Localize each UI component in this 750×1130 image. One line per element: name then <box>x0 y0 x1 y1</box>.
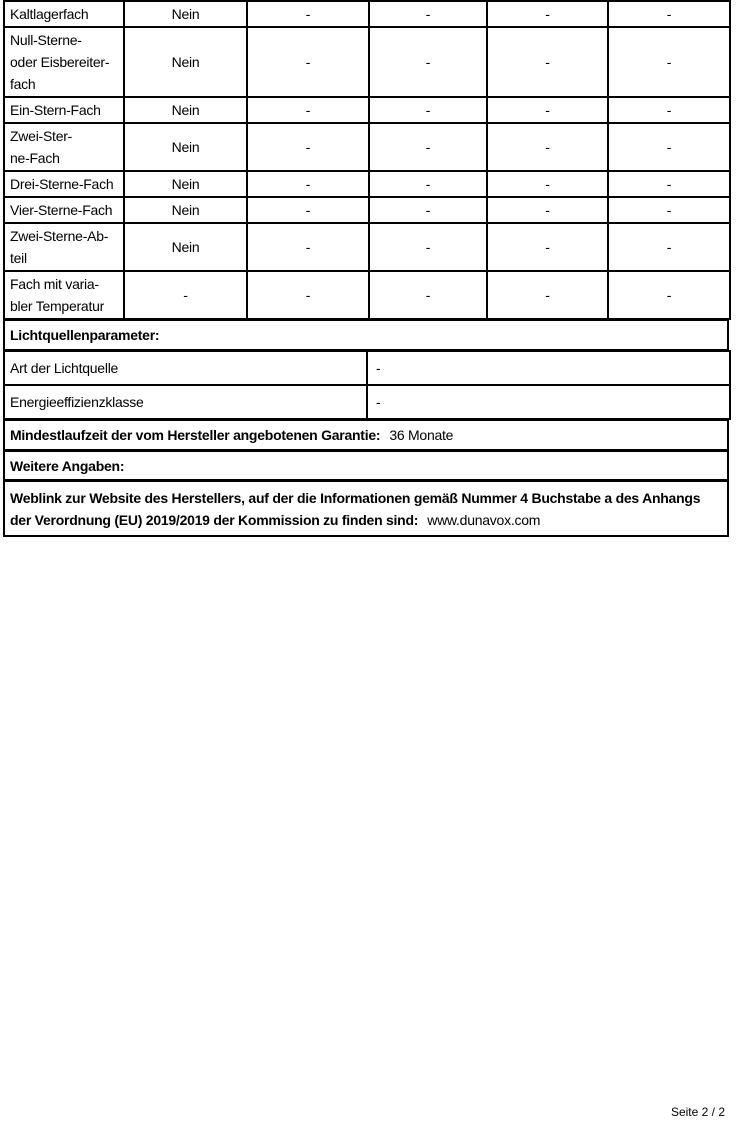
compartment-label-cell: Fach mit varia- bler Temperatur <box>4 271 124 319</box>
light-source-header-table <box>3 319 729 351</box>
compartment-label-cell: Kaltlagerfach <box>4 1 124 27</box>
compartment-label-cell: Zwei-Sterne-Ab- teil <box>4 223 124 271</box>
compartment-value-cell: - <box>247 223 369 271</box>
light-source-row <box>4 385 730 419</box>
compartment-label-cell: Null-Sterne- oder Eisbereiter- fach <box>4 27 124 97</box>
light-source-label-cell: Energieeffizienzklasse <box>4 385 367 419</box>
light-source-table <box>3 350 731 420</box>
warranty-row <box>4 420 728 450</box>
compartment-value-cell: Nein <box>124 27 247 97</box>
compartment-value-cell: - <box>369 171 487 197</box>
compartment-value-cell: - <box>487 197 608 223</box>
compartment-value-cell: - <box>369 97 487 123</box>
warranty-table <box>3 419 729 451</box>
compartment-value-cell: Nein <box>124 171 247 197</box>
compartment-value-cell: - <box>369 197 487 223</box>
compartment-label-cell: Zwei-Ster- ne-Fach <box>4 123 124 171</box>
compartment-value-cell: - <box>369 27 487 97</box>
compartment-label-cell: Drei-Sterne-Fach <box>4 171 124 197</box>
compartment-value-cell: Nein <box>124 197 247 223</box>
compartment-value-cell: - <box>487 123 608 171</box>
compartment-row <box>4 27 730 97</box>
compartment-value-cell: - <box>608 123 730 171</box>
compartment-value-cell: - <box>487 27 608 97</box>
page-number: Seite 2 / 2 <box>670 1105 725 1119</box>
compartment-value-cell: - <box>608 223 730 271</box>
warranty-value: 36 Monate <box>389 427 454 443</box>
light-source-row <box>4 351 730 385</box>
compartment-value-cell: Nein <box>124 223 247 271</box>
compartment-value-cell: - <box>608 271 730 319</box>
compartment-value-cell: - <box>608 1 730 27</box>
compartment-row <box>4 171 730 197</box>
compartment-value-cell: - <box>608 171 730 197</box>
light-source-label-cell: Art der Lichtquelle <box>4 351 367 385</box>
compartments-table <box>3 0 731 320</box>
additional-info-row <box>4 451 728 480</box>
weblink-table <box>3 480 729 537</box>
compartment-value-cell: - <box>608 27 730 97</box>
compartment-value-cell: - <box>247 197 369 223</box>
compartment-value-cell: - <box>487 271 608 319</box>
light-source-header-row <box>4 320 728 350</box>
compartment-value-cell: - <box>487 1 608 27</box>
compartment-value-cell: - <box>247 123 369 171</box>
compartment-row <box>4 223 730 271</box>
compartment-value-cell: - <box>608 197 730 223</box>
compartment-value-cell: - <box>247 1 369 27</box>
compartment-value-cell: Nein <box>124 123 247 171</box>
compartment-value-cell: - <box>487 97 608 123</box>
additional-info-label: Weitere Angaben: <box>4 451 728 480</box>
compartment-value-cell: - <box>247 271 369 319</box>
compartment-label-cell: Vier-Sterne-Fach <box>4 197 124 223</box>
weblink-cell <box>4 481 728 536</box>
compartment-value-cell: - <box>608 97 730 123</box>
compartment-value-cell: - <box>487 171 608 197</box>
compartment-value-cell: - <box>369 271 487 319</box>
compartment-value-cell: - <box>247 27 369 97</box>
compartment-label-cell: Ein-Stern-Fach <box>4 97 124 123</box>
compartment-value-cell: - <box>369 223 487 271</box>
light-source-section-title: Lichtquellenparameter: <box>4 320 728 350</box>
compartment-value-cell: - <box>124 271 247 319</box>
warranty-label: Mindestlaufzeit der vom Hersteller angebotenen Garantie: <box>10 427 381 443</box>
compartment-value-cell: - <box>247 171 369 197</box>
additional-info-table <box>3 450 729 481</box>
compartment-value-cell: - <box>247 97 369 123</box>
compartment-row <box>4 123 730 171</box>
weblink-url[interactable]: www.dunavox.com <box>427 511 541 528</box>
compartment-row <box>4 271 730 319</box>
compartment-row <box>4 97 730 123</box>
compartment-value-cell: Nein <box>124 97 247 123</box>
compartment-value-cell: - <box>369 123 487 171</box>
compartment-value-cell: Nein <box>124 1 247 27</box>
product-information-sheet <box>3 0 729 537</box>
compartment-row <box>4 197 730 223</box>
light-source-value-cell: - <box>367 351 730 385</box>
compartment-value-cell: - <box>369 1 487 27</box>
compartment-row <box>4 1 730 27</box>
compartment-value-cell: - <box>487 223 608 271</box>
weblink-label: Weblink zur Website des Herstellers, auf der die Informationen gemäß Nummer 4 Buchstabe a des Anhangs der Verordnung (EU) 2019/2019 der Kommission zu finden sind: <box>10 489 701 528</box>
warranty-cell <box>4 420 728 450</box>
light-source-value-cell: - <box>367 385 730 419</box>
weblink-row <box>4 481 728 536</box>
